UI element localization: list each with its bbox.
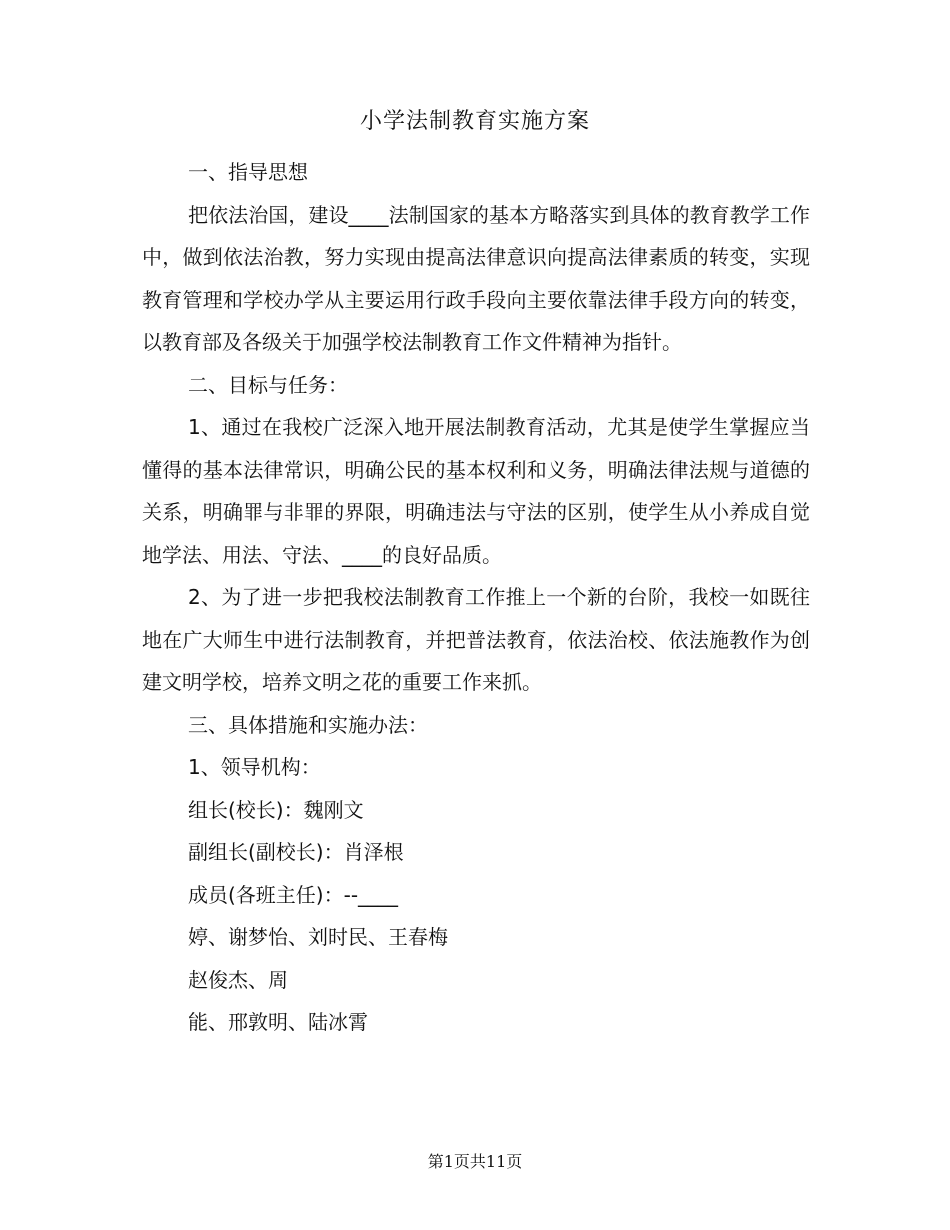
page-title: 小学法制教育实施方案 (359, 109, 590, 134)
paragraph-goal-2: 2、为了进一步把我校法制教育工作推上一个新的台阶，我校一如既往地在广大师生中进行法制教育，并把普法教育，依法治校、依法施教作为创建文明学校，培养文明之花的重要工作来抓。 (142, 585, 810, 694)
item-deputy-leader: 副组长(副校长)：肖泽根 (188, 840, 404, 864)
item-leadership: 1、领导机构： (188, 755, 321, 779)
document-body (142, 151, 810, 1044)
item-members-line-3: 能、邢敦明、陆冰霄 (188, 1010, 368, 1034)
section-heading-goals-tasks: 二、目标与任务： (188, 372, 348, 397)
paragraph-goal-1: 1、通过在我校广泛深入地开展法制教育活动，尤其是使学生掌握应当懂得的基本法律常识，明确公民的基本权利和义务，明确法律法规与道德的关系，明确罪与非罪的界限，明确违法与守法的区别，使学生从小养成自觉地学法、用法、守法、____的良好品质。 (142, 415, 810, 567)
item-members-line-2: 赵俊杰、周 (188, 967, 288, 992)
item-members-line-1: 婷、谢梦怡、刘时民、王春梅 (188, 925, 448, 949)
item-group-leader: 组长(校长)：魏刚文 (188, 797, 364, 822)
item-members: 成员(各班主任)：--____ (188, 882, 399, 907)
paragraph-guiding-ideology: 把依法治国，建设____法制国家的基本方略落实到具体的教育教学工作中，做到依法治教，努力实现由提高法律意识向提高法律素质的转变，实现教育管理和学校办学从主要运用行政手段向主要依靠法律手段方向的转变，以教育部及各级关于加强学校法制教育工作文件精神为指针。 (142, 202, 810, 354)
section-heading-measures: 三、具体措施和实施办法： (188, 712, 428, 737)
page-number-footer: 第1页共11页 (427, 1152, 523, 1171)
section-heading-guiding-ideology: 一、指导思想 (188, 160, 308, 184)
